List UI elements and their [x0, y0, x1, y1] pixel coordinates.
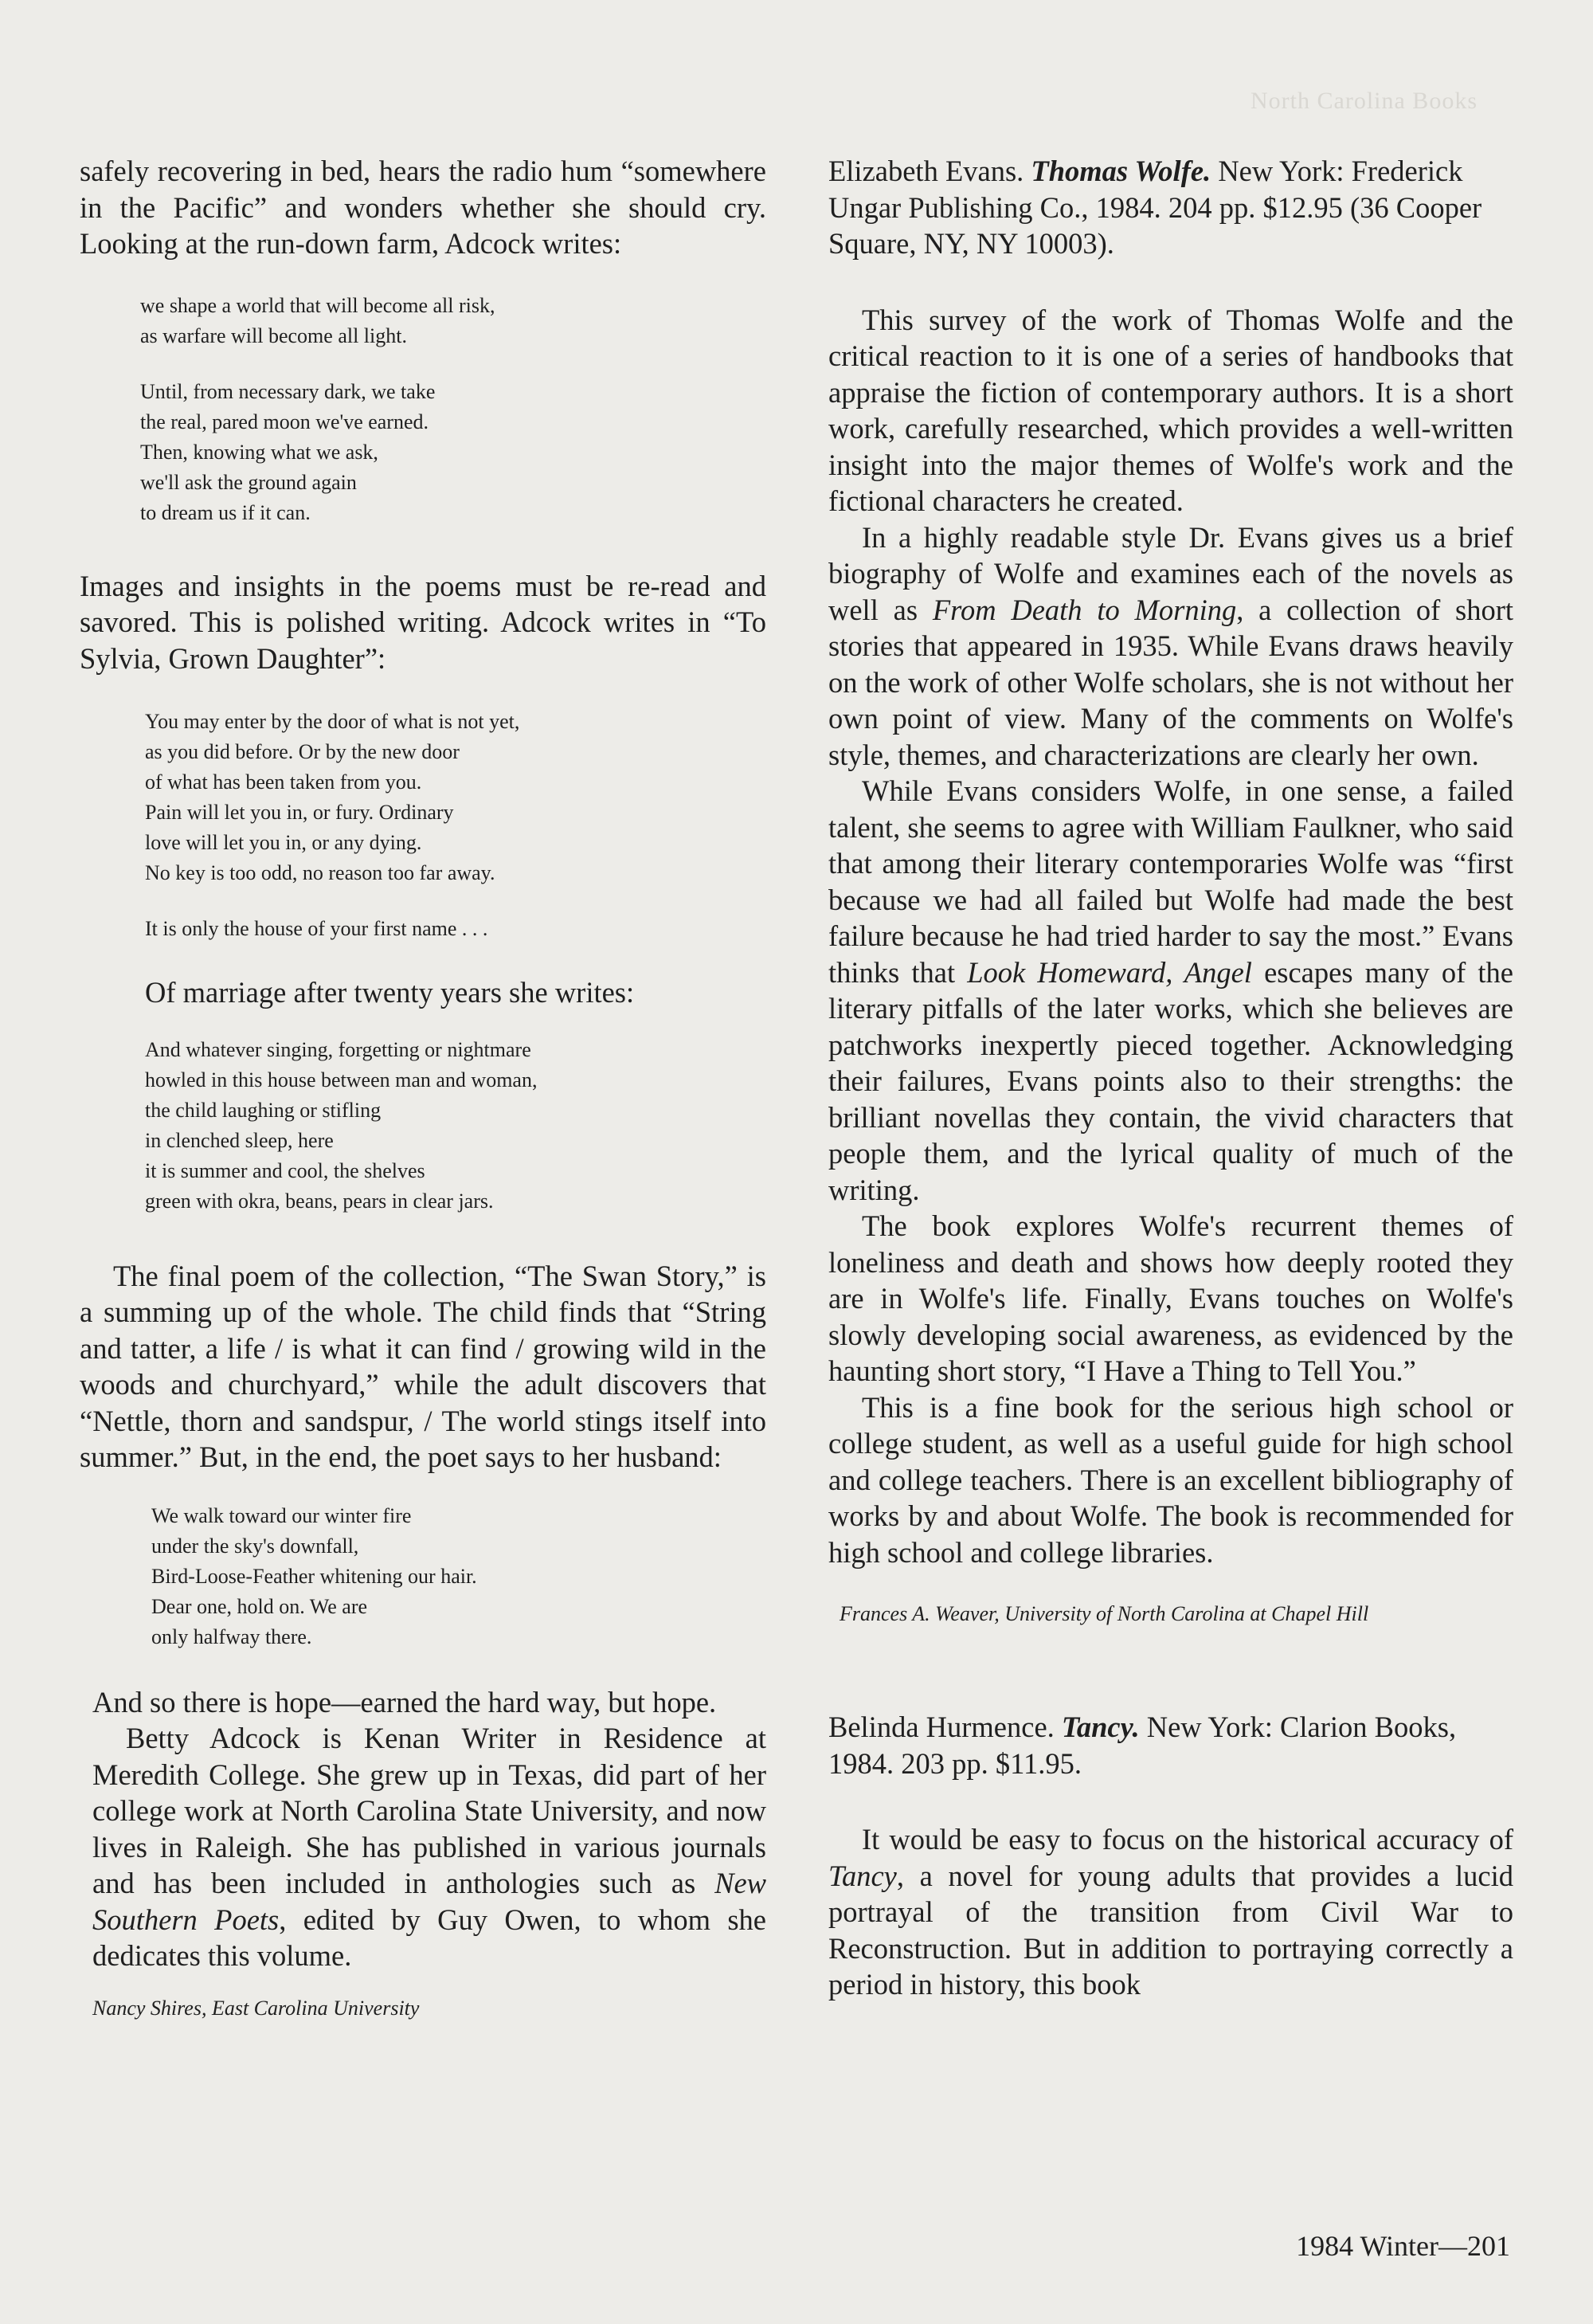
wolfe-review-paragraph-3: [828, 773, 1513, 1208]
poem-line: under the sky's downfall,: [151, 1534, 359, 1558]
poem-line: as you did before. Or by the new door: [145, 740, 460, 763]
text-run: In a highly readable style Dr. Evans gives us a brief biography of Wolfe and examines each of the novels as well as: [828, 520, 1513, 626]
poem-stanza: [145, 1035, 766, 1217]
poem-line: love will let you in, or any dying.: [145, 831, 422, 854]
poem-line: And whatever singing, forgetting or nightmare: [145, 1037, 531, 1061]
poem-line: the real, pared moon we've earned.: [140, 410, 429, 433]
citation-title: Thomas Wolfe.: [1031, 155, 1211, 187]
tancy-review-paragraph-1: [828, 1821, 1513, 2003]
poetry-review-paragraph-3: Of marriage after twenty years she writes:: [145, 976, 635, 1009]
text-run: Betty Adcock is Kenan Writer in Residence at Meredith College. She grew up in Texas, did part of her college work at North Carolina State University, and now lives in Raleigh. She has published in various journals and has been included in anthologies such as: [92, 1722, 766, 1899]
poem-line: to dream us if it can.: [140, 500, 311, 524]
citation-author: Elizabeth Evans.: [828, 155, 1031, 187]
poem-line: it is summer and cool, the shelves: [145, 1158, 425, 1182]
poem-line: You may enter by the door of what is not yet,: [145, 710, 520, 733]
text-run: While Evans considers Wolfe, in one sense, a failed talent, she seems to agree with William Faulkner, who said that among their literary contemporaries Wolfe was “first because we had all failed but Wolfe had made the best failure because he had tried harder to say the most.” Evans thinks that: [828, 774, 1513, 989]
poem-line: we shape a world that will become all risk,: [140, 293, 495, 317]
text-run: It would be easy to focus on the historical accuracy of: [862, 1823, 1513, 1856]
poem-stanza: [140, 291, 766, 351]
poem-stanza: [151, 1501, 766, 1652]
poem-line: Dear one, hold on. We are: [151, 1594, 368, 1618]
wolfe-review-paragraph-4: The book explores Wolfe's recurrent themes of loneliness and death and shows how deeply rooted they are in Wolfe's life. Finally, Evans touches on Wolfe's slowly developing social awareness, as evidenced by the haunting short story, “I Have a Thing to Tell You.”: [828, 1209, 1513, 1387]
book-title: Tancy: [828, 1859, 897, 1892]
poem-excerpt-1: [140, 291, 766, 528]
citation-author: Belinda Hurmence.: [828, 1711, 1062, 1743]
book-title: From Death to Morning: [932, 593, 1237, 626]
citation-details: New York: Frederick Ungar Publishing Co., 1984. 204 pp. $12.95 (36 Cooper Square, NY, NY 10003).: [828, 155, 1482, 260]
poem-line: howled in this house between man and woman,: [145, 1068, 538, 1091]
poem-line: No key is too odd, no reason too far away.: [145, 861, 495, 884]
poem-excerpt-4: [151, 1501, 766, 1652]
wolfe-review-paragraph-2: [828, 519, 1513, 774]
left-column: [80, 153, 766, 2020]
poem-line: Until, from necessary dark, we take: [140, 379, 436, 403]
book-citation-tancy: [828, 1709, 1513, 1781]
poem-line: of what has been taken from you.: [145, 770, 422, 794]
poem-line: as warfare will become all light.: [140, 323, 407, 347]
text-run: , edited by Guy Owen, to whom she dedicates this volume.: [92, 1903, 766, 1972]
poem-excerpt-2: [145, 707, 766, 944]
poem-line: It is only the house of your first name . . .: [145, 917, 488, 940]
page-folio: 1984 Winter—201: [1296, 2230, 1510, 2262]
poem-excerpt-3: [145, 1035, 766, 1217]
text-run: , a novel for young adults that provides a lucid portrayal of the transition from Civil War to Reconstruction. But in addition to portraying correctly a period in history, this book: [828, 1859, 1513, 2001]
poem-line: Then, knowing what we ask,: [140, 440, 378, 464]
poetry-review-paragraph-5: And so there is hope—earned the hard way, but hope.: [92, 1685, 717, 1719]
poetry-review-paragraph-6: [92, 1720, 766, 1974]
citation-details: New York: Clarion Books, 1984. 203 pp. $11.95.: [828, 1711, 1457, 1780]
book-title: New Southern Poets: [92, 1867, 766, 1936]
poem-line: Bird-Loose-Feather whitening our hair.: [151, 1564, 477, 1588]
poem-line: green with okra, beans, pears in clear jars.: [145, 1189, 494, 1213]
wolfe-review-paragraph-1: This survey of the work of Thomas Wolfe and the critical reaction to it is one of a series of handbooks that appraise the fiction of contemporary authors. It is a short work, carefully researched, which provides a well-written insight into the major themes of Wolfe's work and the fictional characters he created.: [828, 303, 1513, 517]
poetry-review-paragraph-2: Images and insights in the poems must be re-read and savored. This is polished writing. Adcock writes in “To Sylvia, Grown Daughter”:: [80, 569, 766, 675]
text-run: , a collection of short stories that appeared in 1935. While Evans draws heavily on the work of other Wolfe scholars, she is not without her own point of view. Many of the comments on Wolfe's style, themes, and characterizations are clearly her own.: [828, 593, 1513, 771]
poem-line: the child laughing or stifling: [145, 1098, 382, 1122]
wolfe-review-paragraph-5: This is a fine book for the serious high school or college student, as well as a useful guide for high school and college teachers. There is an excellent bibliography of works by and about Wolfe. The book is recommended for high school and college libraries.: [828, 1390, 1513, 1569]
poem-line: We walk toward our winter fire: [151, 1503, 412, 1527]
reviewer-credit: Nancy Shires, East Carolina University: [92, 1996, 420, 2020]
poem-line: we'll ask the ground again: [140, 470, 357, 494]
poem-stanza: [140, 377, 766, 528]
reviewer-credit: Frances A. Weaver, University of North Carolina at Chapel Hill: [840, 1602, 1369, 1625]
citation-title: Tancy.: [1061, 1711, 1140, 1743]
poem-stanza: [145, 707, 766, 888]
right-column: [828, 153, 1513, 2003]
book-citation-thomas-wolfe: [828, 153, 1513, 262]
poem-line: Pain will let you in, or fury. Ordinary: [145, 801, 454, 824]
book-title: Look Homeward, Angel: [967, 955, 1252, 989]
running-head-bleedthrough: North Carolina Books: [1251, 88, 1478, 114]
poetry-review-paragraph-1: safely recovering in bed, hears the radio hum “somewhere in the Pacific” and wonders whether she should cry. Looking at the run-down farm, Adcock writes:: [80, 155, 766, 260]
poem-stanza: [145, 914, 766, 944]
poetry-review-paragraph-4: The final poem of the collection, “The Swan Story,” is a summing up of the whole. The child finds that “String and tatter, a life / is what it can find / growing wild in the woods and churchyard,” while the adult discovers that “Nettle, thorn and sandspur, / The world stings itself into summer.” But, in the end, the poet says to her husband:: [80, 1259, 766, 1473]
text-run: escapes many of the literary pitfalls of the later works, which she believes are patchworks inexpertly pieced together. Acknowledging their failures, Evans points also to their strengths: the brilliant novellas they contain, the vivid characters that people them, and the lyrical quality of much of the writing.: [828, 955, 1513, 1206]
poem-line: in clenched sleep, here: [145, 1128, 334, 1152]
poem-line: only halfway there.: [151, 1624, 312, 1648]
